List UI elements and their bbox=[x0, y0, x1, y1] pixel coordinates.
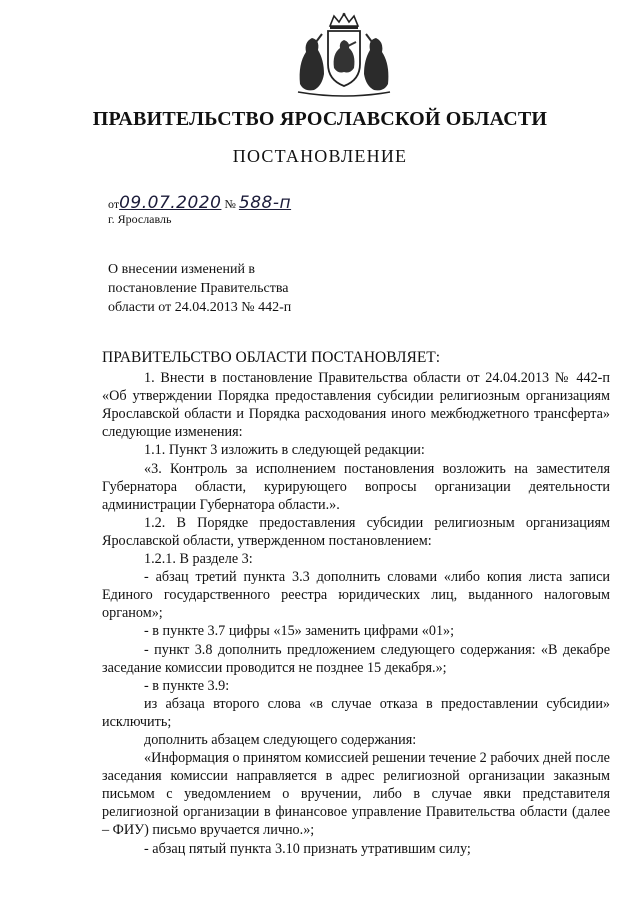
paragraph: - пункт 3.8 дополнить предложением следующего содержания: «В декабре заседание комиссии проводится не позднее 15 декабря.»; bbox=[102, 641, 610, 676]
date-number-line bbox=[108, 193, 291, 212]
coat-of-arms-icon bbox=[292, 12, 396, 98]
document-body bbox=[102, 349, 610, 858]
paragraph: - абзац третий пункта 3.3 дополнить словами «либо копия листа записи Единого государственного реестра юридических лиц, выданного налоговым органом»; bbox=[102, 569, 610, 622]
document-subject: О внесении изменений в постановление Правительства области от 24.04.2013 № 442-п bbox=[108, 262, 292, 315]
paragraph: - в пункте 3.9: bbox=[144, 677, 230, 694]
paragraph: из абзаца второго слова «в случае отказа в предоставлении субсидии» исключить; bbox=[102, 695, 610, 730]
paragraph: 1.2. В Порядке предоставления субсидии религиозным организациям Ярославской области, утвержденном постановлением: bbox=[102, 514, 610, 549]
paragraph: 1.1. Пункт 3 изложить в следующей редакции: bbox=[144, 442, 425, 459]
document-type: ПОСТАНОВЛЕНИЕ bbox=[232, 146, 408, 166]
paragraph: - в пункте 3.7 цифры «15» заменить цифрами «01»; bbox=[144, 623, 455, 640]
resolution-lead: ПРАВИТЕЛЬСТВО ОБЛАСТИ ПОСТАНОВЛЯЕТ: bbox=[102, 349, 441, 366]
document-meta bbox=[108, 193, 291, 231]
government-name: ПРАВИТЕЛЬСТВО ЯРОСЛАВСКОЙ ОБЛАСТИ bbox=[92, 108, 548, 130]
paragraph: дополнить абзацем следующего содержания: bbox=[144, 731, 417, 748]
paragraph: - абзац пятый пункта 3.10 признать утратившим силу; bbox=[144, 840, 471, 857]
date-value: 09.07.2020 bbox=[119, 193, 222, 213]
city: г. Ярославль bbox=[108, 212, 172, 226]
date-prefix: от bbox=[108, 197, 120, 211]
paragraph: 1.2.1. В разделе 3: bbox=[144, 551, 253, 568]
paragraph: 1. Внести в постановление Правительства области от 24.04.2013 № 442-п «Об утверждении Порядка предоставления субсидии религиозным организациям Ярославской области и Порядка расходования иного межбюджетного трансферта» следующие изменения: bbox=[102, 370, 610, 441]
number-prefix: № bbox=[224, 197, 236, 211]
paragraph: «Информация о принятом комиссией решении течение 2 рабочих дней после заседания комиссии направляется в адрес религиозной организации заказным письмом с уведомлением о вручении, либо в случае явки представителя религиозной организации в финансовое управление Правительства области (далее – ФИУ) письмо вручается лично.»; bbox=[102, 750, 610, 839]
number-value: 588-п bbox=[238, 193, 292, 213]
paragraph: «3. Контроль за исполнением постановления возложить на заместителя Губернатора области, курирующего вопросы организации деятельности администрации Губернатора области.». bbox=[102, 460, 610, 513]
